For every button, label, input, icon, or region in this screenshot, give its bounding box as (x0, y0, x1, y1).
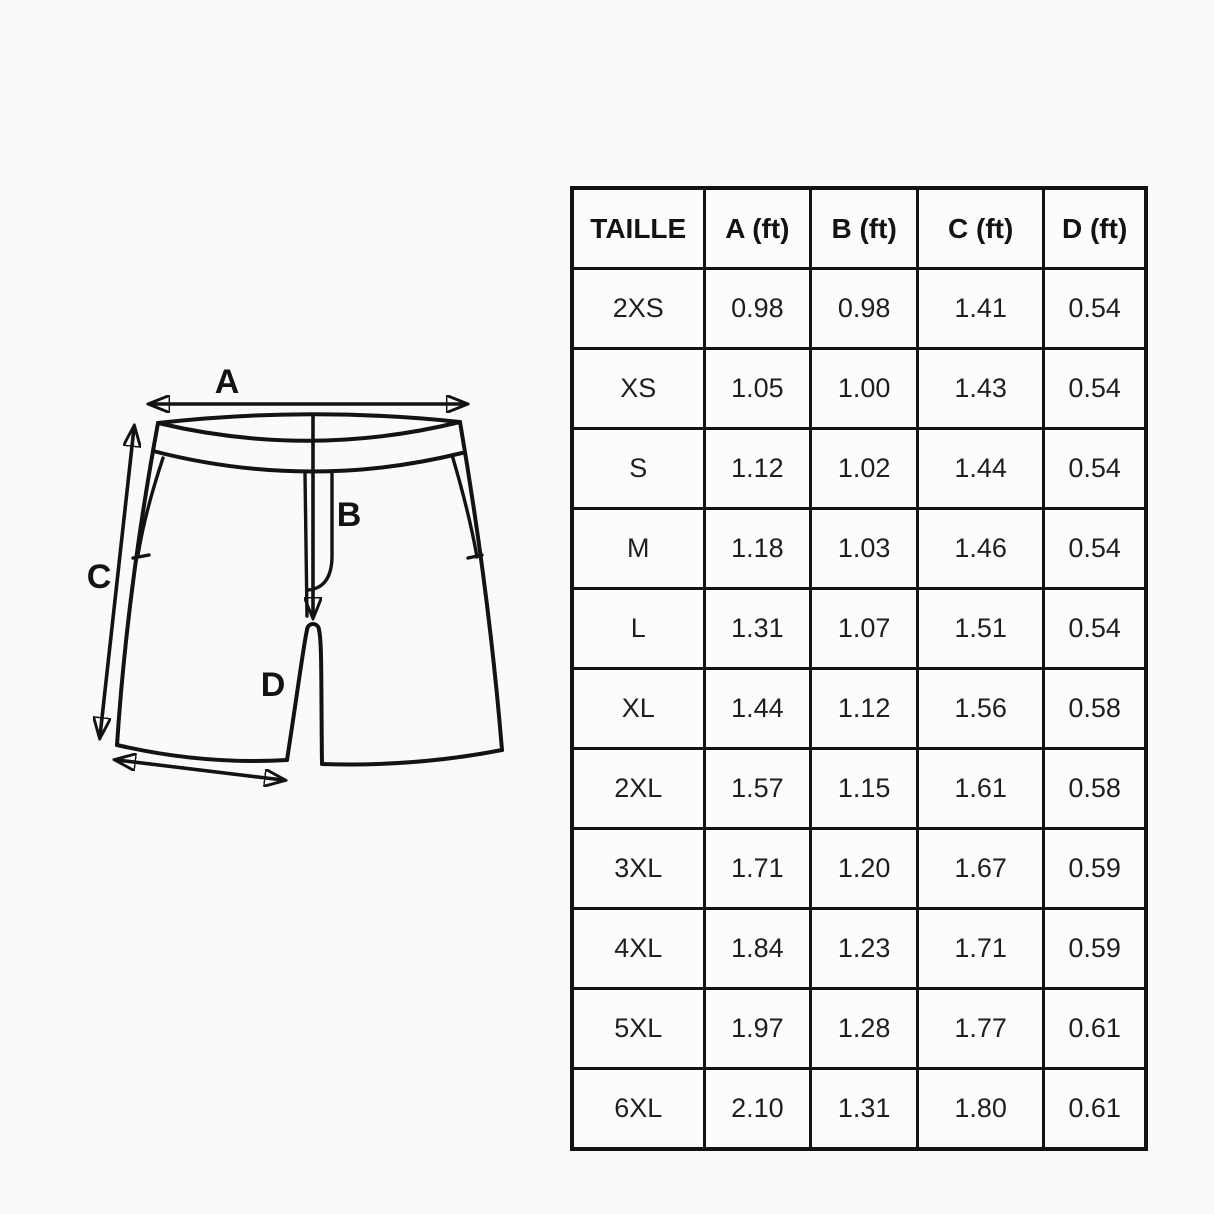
column-header-a: A (ft) (704, 188, 811, 269)
value-cell: 1.97 (704, 989, 811, 1069)
value-cell: 1.80 (918, 1069, 1044, 1150)
value-cell: 1.12 (811, 669, 918, 749)
value-cell: 1.07 (811, 589, 918, 669)
size-cell: 4XL (572, 909, 704, 989)
table-row (572, 269, 1146, 349)
value-cell: 0.54 (1044, 589, 1146, 669)
right-outer-seam (460, 422, 502, 750)
value-cell: 1.12 (704, 429, 811, 509)
size-cell: 2XL (572, 749, 704, 829)
value-cell: 1.44 (918, 429, 1044, 509)
table-row (572, 429, 1146, 509)
shorts-measurement-diagram (75, 362, 530, 817)
value-cell: 1.02 (811, 429, 918, 509)
table-row (572, 589, 1146, 669)
table-row (572, 669, 1146, 749)
value-cell: 1.46 (918, 509, 1044, 589)
value-cell: 1.15 (811, 749, 918, 829)
value-cell: 1.44 (704, 669, 811, 749)
value-cell: 1.31 (811, 1069, 918, 1150)
value-cell: 0.54 (1044, 509, 1146, 589)
value-cell: 1.00 (811, 349, 918, 429)
size-cell: XL (572, 669, 704, 749)
size-cell: 5XL (572, 989, 704, 1069)
value-cell: 0.61 (1044, 989, 1146, 1069)
waist-back-rim (158, 414, 460, 423)
value-cell: 0.59 (1044, 829, 1146, 909)
value-cell: 0.54 (1044, 429, 1146, 509)
value-cell: 0.58 (1044, 749, 1146, 829)
value-cell: 1.31 (704, 589, 811, 669)
value-cell: 1.84 (704, 909, 811, 989)
table-row (572, 1069, 1146, 1150)
measurement-arrows (100, 404, 465, 780)
value-cell: 1.20 (811, 829, 918, 909)
column-header-d: D (ft) (1044, 188, 1146, 269)
size-table (570, 186, 1148, 1151)
size-table-header-row (572, 188, 1146, 269)
value-cell: 0.59 (1044, 909, 1146, 989)
column-header-c: C (ft) (918, 188, 1044, 269)
value-cell: 0.98 (811, 269, 918, 349)
measure-label-d: D (260, 666, 286, 704)
value-cell: 1.57 (704, 749, 811, 829)
left-leg-hem (117, 745, 287, 761)
value-cell: 1.18 (704, 509, 811, 589)
crotch-notch (287, 624, 322, 764)
size-cell: 3XL (572, 829, 704, 909)
size-cell: M (572, 509, 704, 589)
value-cell: 0.58 (1044, 669, 1146, 749)
shorts-outline-drawing (117, 414, 502, 764)
value-cell: 0.54 (1044, 349, 1146, 429)
measure-label-c: C (86, 558, 112, 596)
size-cell: 6XL (572, 1069, 704, 1150)
value-cell: 2.10 (704, 1069, 811, 1150)
measure-label-b: B (336, 496, 362, 534)
value-cell: 1.41 (918, 269, 1044, 349)
value-cell: 1.03 (811, 509, 918, 589)
value-cell: 1.51 (918, 589, 1044, 669)
size-cell: 2XS (572, 269, 704, 349)
waist-front-rim (158, 422, 460, 441)
value-cell: 1.61 (918, 749, 1044, 829)
value-cell: 1.71 (704, 829, 811, 909)
value-cell: 1.77 (918, 989, 1044, 1069)
value-cell: 1.43 (918, 349, 1044, 429)
measure-label-a: A (214, 363, 240, 401)
column-header-size: TAILLE (572, 188, 704, 269)
left-outer-seam (117, 423, 158, 745)
value-cell: 1.71 (918, 909, 1044, 989)
table-row (572, 749, 1146, 829)
table-row (572, 349, 1146, 429)
value-cell: 1.56 (918, 669, 1044, 749)
value-cell: 1.05 (704, 349, 811, 429)
value-cell: 0.61 (1044, 1069, 1146, 1150)
leg-opening-arrow-d (117, 760, 283, 780)
size-cell: S (572, 429, 704, 509)
value-cell: 0.98 (704, 269, 811, 349)
size-cell: XS (572, 349, 704, 429)
right-leg-hem (322, 750, 502, 764)
value-cell: 1.23 (811, 909, 918, 989)
table-row (572, 829, 1146, 909)
table-row (572, 909, 1146, 989)
size-cell: L (572, 589, 704, 669)
fly-left-line (305, 474, 307, 616)
table-row (572, 509, 1146, 589)
value-cell: 1.28 (811, 989, 918, 1069)
column-header-b: B (ft) (811, 188, 918, 269)
waistband-seam (153, 451, 462, 472)
value-cell: 1.67 (918, 829, 1044, 909)
table-row (572, 989, 1146, 1069)
value-cell: 0.54 (1044, 269, 1146, 349)
